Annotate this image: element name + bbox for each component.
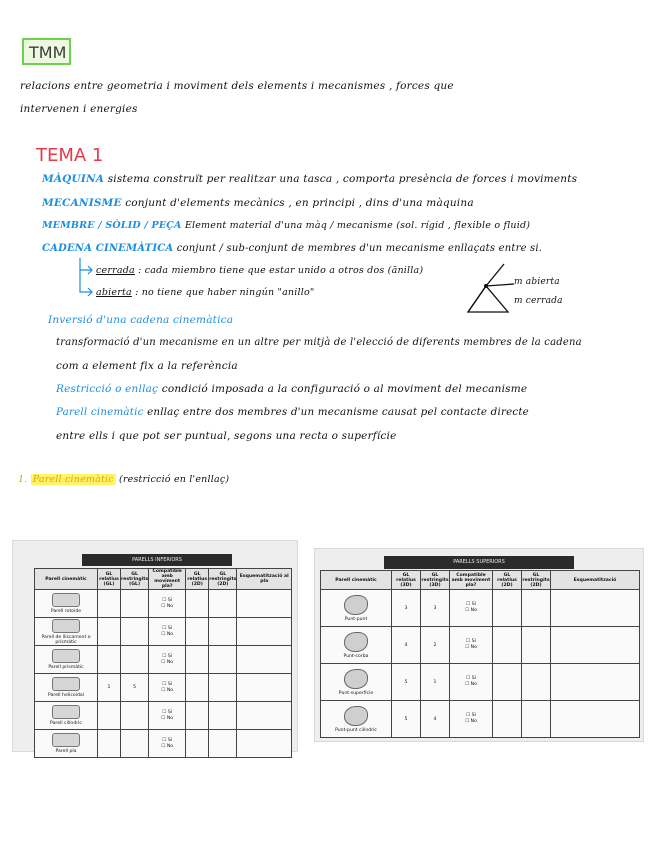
pair-sketch-icon [52,649,80,663]
inversion-line-1: transformació d'un mecanisme en un altre per mitjà de l'elecció de diferents membres de la cadena [56,337,582,348]
term-abierta: abierta [96,287,132,298]
table-row [321,701,640,738]
tema-title: TEMA 1 [36,145,104,166]
section-1-note: (restricció en l'enllaç) [118,474,230,485]
cell-gr: 4 [421,701,450,738]
text-mecanisme: conjunt d'elements mecànics , en principi , dins d'una màquina [125,197,474,209]
pair-sketch-icon [52,593,80,607]
parell-line-2: entre ells i que pot ser puntual, segons una recta o superfície [56,430,397,442]
photo-right-table [320,570,640,738]
cell-gl: 5 [392,664,421,701]
term-restriccio: Restricció o enllaç [56,383,159,395]
photo-right-header: PARELLS SUPERIORS [384,556,574,569]
definition-maquina [42,173,577,185]
table-row [321,590,640,627]
text-cadena: conjunt / sub-conjunt de membres d'un mecanisme enllaçats entre si. [176,243,543,254]
cell-options: ☐ Sí ☐ No [450,664,493,701]
photo-parells-inferiors [12,540,298,752]
col-header: GL restringits (2D) [522,572,550,588]
row-name: Parell prismàtic [48,665,84,670]
cell-options: ☐ Sí ☐ No [450,701,493,738]
cell-gr [121,618,149,646]
pair-sketch-icon [52,733,80,747]
row-name: Parell pla [55,749,77,754]
cell-gr: 5 [121,674,149,702]
cell-gr [121,646,149,674]
col-header: GL relatius (GL) [98,569,121,590]
chain-cerrada [96,265,423,276]
note-membre: (sol. rígid , flexible o fluid) [396,220,531,231]
term-maquina: MÀQUINA [42,173,105,185]
cell-options: ☐ Sí ☐ No [149,702,186,730]
col-header: Esquematització al pla [237,569,292,590]
table-row [35,702,292,730]
cell-gl [98,590,121,618]
cell-gl [98,618,121,646]
row-name: Punt-punt cilíndric [335,727,377,733]
text-maquina: sistema construït per realitzar una tasca , comporta presència de forces i moviments [107,173,578,185]
pair-sketch-icon [344,595,368,615]
row-name: Punt-punt [344,616,368,622]
row-name: Parell cilíndric [50,721,82,726]
cell-gr [121,590,149,618]
row-name: Parell helicoidal [48,693,84,698]
inversion-title: Inversió d'una cadena cinemàtica [48,314,234,326]
term-cadena: CADENA CINEMÀTICA [42,243,174,254]
cell-gr [121,730,149,758]
pair-sketch-icon [344,706,368,726]
definition-membre [42,220,530,231]
table-row [35,646,292,674]
intro-line-2: intervenen i energies [20,103,138,115]
photo-left-table [34,568,292,758]
chain-diagram [464,262,524,320]
diagram-label-cerrada: m cerrada [514,296,563,306]
table-row [321,664,640,701]
cell-gl [98,646,121,674]
definition-mecanisme [42,197,474,209]
term-membre: MEMBRE / SÒLID / PEÇA [42,220,182,231]
title-badge [22,38,71,65]
table-row [35,590,292,618]
pair-sketch-icon [344,669,368,689]
cell-options: ☐ Sí ☐ No [149,730,186,758]
col-header: GL relatius (3D) [392,571,421,590]
term-parell: Parell cinemàtic [56,406,144,418]
cell-gr: 3 [421,590,450,627]
table-row [35,618,292,646]
row-name: Punt-corba [343,653,369,659]
pair-sketch-icon [344,632,368,652]
row-name: Parell de lliscament o prismàtic [41,634,91,645]
photo-left-header: PARELLS INFERIORS [82,554,232,566]
section-1-heading [18,474,229,485]
cell-gl [98,702,121,730]
col-header: GL restringits (3D) [421,572,449,588]
bracket-arrows [74,256,96,302]
pair-sketch-icon [52,677,80,691]
definition-restriccio [56,383,527,395]
cell-gl [98,730,121,758]
intro-line-1: relacions entre geometria i moviment dels elements i mecanismes , forces que [20,80,454,92]
text-restriccio: condició imposada a la configuració o al moviment del mecanisme [161,383,528,395]
table-row [35,674,292,702]
pair-sketch-icon [52,705,80,719]
cell-options: ☐ Sí ☐ No [149,674,186,702]
chain-abierta [96,287,314,298]
col-header: GL relatius (2D) [493,571,522,590]
cell-gr: 1 [421,664,450,701]
title-badge-text: TMM [29,43,67,62]
cell-gl: 1 [98,674,121,702]
cell-options: ☐ Sí ☐ No [149,590,186,618]
col-header: GL restringits (GL) [121,569,149,590]
col-header: Parell cinemàtic [321,571,392,590]
term-mecanisme: MECANISME [42,197,122,209]
cell-options: ☐ Sí ☐ No [450,590,493,627]
cell-options: ☐ Sí ☐ No [450,627,493,664]
definition-parell [56,406,529,418]
term-cerrada: cerrada [96,265,135,276]
col-header: Compatible amb moviment pla? [450,571,493,590]
cell-gr: 2 [421,627,450,664]
text-cerrada: : cada miembro tiene que estar unido a otros dos (ānilla) [138,265,424,276]
cell-options: ☐ Sí ☐ No [149,646,186,674]
diagram-label-abierta: m abierta [514,277,560,287]
table-row [321,627,640,664]
section-1-number: 1. [18,474,28,485]
cell-gr [121,702,149,730]
section-1-title: Parell cinemàtic [32,474,114,485]
photo-parells-superiors [314,548,644,742]
row-name: Punt-superfície [338,690,374,696]
col-header: Compatible amb moviment pla? [149,569,186,590]
pair-sketch-icon [52,619,80,633]
cell-options: ☐ Sí ☐ No [149,618,186,646]
text-parell: enllaç entre dos membres d'un mecanisme causat pel contacte directe [147,406,529,418]
col-header: Parell cinemàtic [35,569,98,590]
col-header: GL relatius (2D) [186,569,209,590]
table-row [35,730,292,758]
text-abierta: : no tiene que haber ningún "anillo" [135,287,315,298]
row-name: Parell rotoide [50,609,82,614]
cell-gl: 5 [392,701,421,738]
inversion-line-2: com a element fix a la referència [56,360,238,372]
cell-gl: 3 [392,590,421,627]
cell-gl: 4 [392,627,421,664]
text-membre: Element material d'una màq / mecanisme [184,220,393,231]
definition-cadena [42,243,542,254]
col-header: Esquematització [551,571,640,590]
col-header: GL restringits (2D) [209,569,237,590]
